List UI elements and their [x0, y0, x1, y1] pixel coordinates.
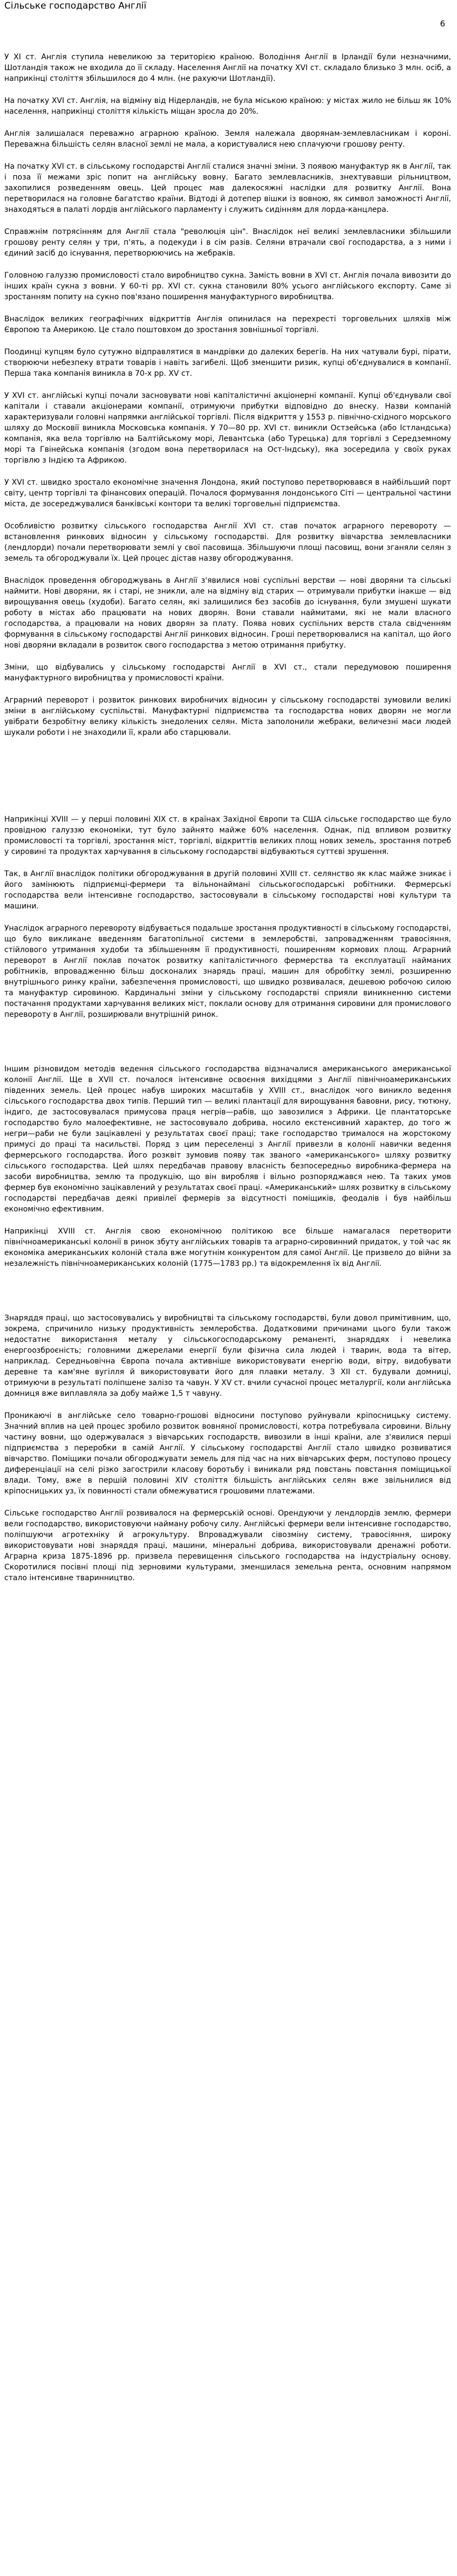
paragraph: Унаслідок аграрного перевороту відбувається подальше зростання продуктивності в сільському господарстві, що було викликане введенням багатопільної системи в землеробстві, запровадженням травосіяння, стійлового утримання худоби та збільшенням її продуктивності, поширенням кормових площ. Аграрний переворот в Англії поклав початок розвитку капіталістичного фермерства та експлуатації найманих робітників, впровадженню більш досконалих знарядь праці, машин для обробітку землі, розширенню внутрішнього ринку країни, забезпечення промисловості, що швидко розвивалася, дешевою робочою силою та мануфактур сировиною. Кардинальні зміни у сільському господарстві сприяли виникненню системи постачання продуктами харчування великих міст, поклали основу для отримання сировини для промислового перевороту в Англії, розширювали внутрішній ринок. [4, 924, 451, 1019]
paragraph: На початку XVI ст. Англія, на відміну від Нідерландів, не була міською країною: у містах жило не більш як 10% населення, наприкінці століття кількість міщан зросла до 20%. [4, 97, 451, 116]
document-body [4, 12, 451, 1583]
header [4, 0, 451, 29]
paragraph: Головною галуззю промисловості стало виробництво сукна. Замість вовни в XVI ст. Англія почала вивозити до інших країн сукна з вовни. У 60-ті рр. XVI ст. сукна становили 80% усього англійського експорту. Саме зі зростанням попиту на сукно пов'язано поширення мануфактурного виробництва. [4, 271, 451, 301]
paragraph: Внаслідок проведення обгороджувань в Англії з'явилися нові суспільні верстви — нові дворяни та сільські наймити. Нові дворяни, як і старі, не зникли, але на відміну від старих — отримували прибутки інакше — від вирощування овець (худоби). Багато селян, які залишилися без засобів до існування, були змушені шукати роботу в містах або працювати на нових дворян. Вони ставали наймитами, які не мали власного господарства, а працювали на нових дворян за плату. Поява нових суспільних верств стала свідченням формування в сільському господарстві Англії ринкових відносин. Гроші перетворювалися на капітал, що його нові дворяни вкладали в розвиток свого господарства з метою отримання прибутку. [4, 576, 451, 650]
document-title: Сільське господарство Англії [4, 1, 147, 11]
paragraph: Англія залишалася переважно аграрною країною. Земля належала дворянам-землевласникам і короні. Переважна більшість селян власної землі не мала, а користувалися нею сплачуючи грошову ренту. [4, 129, 451, 149]
paragraph: Знаряддя праці, що застосовувались у виробництві та сільському господарстві, були довол примітивним, що, зокрема, спричинило низьку продуктивність землеробства. Додатковими причинами цього були також недостатнє використання металу у сільськогосподарському реманенті, знаряддях і невелика енергоозброєність; головними джерелами енергії були фізична сила людей і тварин, вода та вітер, наприклад. Середньовічна Європа почала активніше використовувати енергію води, вітру, видобувати деревне та кам'яне вугілля й використовувати його для плавки металу. З XII ст. будували домниці, отримуючи в результаті поліпшене залізо та чавун. У XV ст. вчили сучасної процес металургії, коли англійська домниця вже виплавляла за добу майже 1,5 т чавуну. [4, 1314, 451, 1398]
paragraph: У XI ст. Англія ступила невеликою за територією країною. Володіння Англії в Ірландії були незначними, Шотландія також не входила до її складу. Населення Англії на початку XVI ст. складало близько 3 млн. осіб, а наприкінці століття збільшилося до 4 млн. (не рахуючи Шотландії). [4, 53, 451, 83]
paragraph: Наприкінці XVIII — у перші половині XIX ст. в країнах Західної Європи та США сільське господарство ще було провідною галуззю економіки, тут було зайнято майже 60% населення. Однак, під впливом розвитку промисловості та торгівлі, зростання міст, торгівлі, відкриттів великих площ нових земель, зростання потреб у сировині та продуктах харчування в сільському господарстві відбуваються суттєві зрушення. [4, 815, 451, 856]
page-number: 6 [440, 19, 445, 29]
paragraph: Зміни, що відбувались у сільському господарстві Англії в XVI ст., стали передумовою поширення мануфактурного виробництва у промисловості країни. [4, 663, 451, 683]
paragraph: На початку XVI ст. в сільському господарстві Англії сталися значні зміни. З появою мануфактур як в Англії, так і поза її межами зріс попит на англійську вовну. Багато землевласників, знехтувавши рільництвом, захопилися розведенням овець. Цей процес мав далекосяжні наслідки для розвитку Англії. Вона перетворилася на головне багатство країни. Відтоді й дотепер вішки із вовною, як символ заможності Англії, знаходяться в палаті лордів англійського парламенту і служить сидінням для лорда-канцлера. [4, 162, 451, 214]
paragraph: Внаслідок великих географічних відкриттів Англія опинилася на перехресті торговельних шляхів між Європою та Америкою. Це стало поштовхом до зростання зовнішньої торгівлі. [4, 315, 451, 334]
page-gap [4, 749, 451, 814]
paragraph: Аграрний переворот і розвиток ринкових виробничих відносин у сільському господарстві зумовили великі зміни в англійському суспільстві. Мануфактурні підприємства та господарства нових дворян не могли увібрати безробітну велику кількість знедолених селян. Міста заполонили жебраки, величезні маси людей шукали роботи і не знаходили її, крали або старцювали. [4, 696, 451, 737]
paragraph: Проникаючі в англійське село товарно-грошові відносини поступово руйнували кріпосницьку систему. Значний вплив на цей процес зробило розвиток вовняної промисловості, котра потребувала сировини. Вільну частину вовни, що одержувалася з вівчарських господарств, вивозили в інші країни, але з'явилися перші підприємства з переробки в самій Англії. У сільському господарстві Англії стало швидко розвиватися вівчарство. Поміщики почали обгороджувати земель для під час на них вівчарських ферм, поступово процесу диференціації на селі різко загострили класову боротьбу і виникали ряд повстань повстання поміщицької влади. Тому, вже в першій половині XIV століття більшість англійських селян вже звільнилися від кріпосницьких уз, їх повинності стали обмежуватися грошовими платежами. [4, 1411, 451, 1496]
paragraph: Поодинці купцям було сутужно відправлятися в мандрівки до далеких берегів. На них чатували бурі, пірати, створюючи небезпеку втрати товарів і навіть загибелі. Щоб зменшити ризик, купці об'єднувалися в компанії. Перша така компанія виникла в 70-х рр. XV ст. [4, 348, 451, 378]
paragraph: У XVI ст. швидко зростало економічне значення Лондона, який поступово перетворювався в найбільший порт світу, центр торгівлі та фінансових операцій. Почалося формування лондонського Сіті — центральної частини міста, де зосереджувалися банківські контори та великі торговельні підприємства. [4, 478, 451, 508]
paragraph: Так, в Англії внаслідок політики обгороджування в другій половині XVIII ст. селянство як клас майже зникає і його замінюють підприємці-фермери та вільнонаймані сільськогосподарські робітники. Фермерські господарства вели інтенсивне господарство, застосовували в сільському господарстві нові культури та машини. [4, 870, 451, 911]
page-gap [4, 1280, 451, 1313]
paragraph: Особливістю розвитку сільського господарства Англії XVI ст. став початок аграрного перевороту — встановлення ринкових відносин у сільському господарстві. Для розвитку вівчарства землевласники (лендлорди) почали перетворювати землі у свої пасовища. Збільшуючи площі пасовищ, вони зганяли селян з земель та обгороджували їх. Цей процес дістав назву обгороджування. [4, 522, 451, 563]
paragraph: Іншим різновидом методів ведення сільського господарства відзначалися американського американської колонії Англії. Ще в XVII ст. почалося інтенсивне освоєння вихідцями з Англії північноамериканських південних земель. Цей процес набув широких масштабів у XVIII ст., внаслідок чого виникло ведення сільського господарства двох типів. Перший тип — великі плантації для вирощування бавовни, рису, тютюну, індиго, де застосовувалася примусова праця негрів—рабів, що завозилися з Африки. Це плантаторське господарство було малоефективне, не застосовувало добрива, носило екстенсивний характер, до того ж негри—раби не були зацікавлені у результатах своєї праці; таке господарство трималося на жорстокому примусі до праці та насильстві. Поряд з цим переселенці з Англії привезли в колонії навички ведення фермерського господарства. Його розквіт зумовив появу так званого «американського» шляху розвитку сільського господарства. Цей шлях передбачав правову власність безпосередньо виробника-фермера на засоби виробництва, землю та продукцію, що він виробляв і вільно розпоряджався нею. Та таких умов фермер був економічно зацікавлений у результатах своєї праці. «Американський» шлях розвитку в сільському господарстві передбачав деякі привілеї фермерів за відсутності поміщиків, феодалів і був найбільш економічно ефективним. [4, 1065, 451, 1214]
paragraph: Наприкінці XVIII ст. Англія свою економічною політикою все більше намагалася перетворити північноамериканські колонії в ринок збуту англійських товарів та аграрно-сировинний придаток, у той час як економіка американських колоній стала вже могутнім конкурентом для самої Англії. Це призвело до війни за незалежність північноамериканських колоній (1775—1783 рр.) та відокремлення їх від Англії. [4, 1227, 451, 1268]
paragraph: Сільське господарство Англії розвивалося на фермерській основі. Орендуючи у лендлордів землю, фермери вели господарство, використовуючи найману робочу силу. Англійські фермери вели інтенсивне господарство, поліпшуючи агротехніку й агрокультуру. Впроваджували сівозміну систему, травосіяння, широку використовувати нові знаряддя праці, машини, мінеральні добрива, використовували дренажні роботи. Аграрна криза 1875-1896 рр. призвела перевищення сільського господарства на індустріальну основу. Скоротилися посівні площі під зерновими культурами, зменшилася земельна рента, основним напрямом стало інтенсивне тваринництво. [4, 1509, 451, 1582]
paragraph: У XVI ст. англійські купці почали засновувати нові капіталістичні акціонерні компанії. Купці об'єднували свої капітали і ставали акціонерами компанії, отримуючи прибутки відповідно до внеску. Назви компаній характеризували головні напрямки англійської торгівлі. Після відкриття у 1553 р. північно-східного морського шляху до Московії виникла Московська компанія. У 70—80 рр. XVI ст. виникли Остзейська (або Істландська) компанія, яка вела торгівлю на Балтійському морі, Левантська (або Турецька) для торгівлі з Середземному морі та Гвінейська компанія (згодом вона перетворилася на Ост-Індську), яка зосередила у своїх руках торгівлю з Індією та Африкою. [4, 391, 451, 465]
page-gap [4, 1031, 451, 1064]
paragraph: Справжнім потрясінням для Англії стала "революція цін". Внаслідок неї великі землевласники збільшили грошову ренту селян у три, п'ять, а подекуди і в сім разів. Селяни втрачали свої господарства, а з ними і єдиний засіб до існування, перетворюючись на жебраків. [4, 228, 451, 258]
